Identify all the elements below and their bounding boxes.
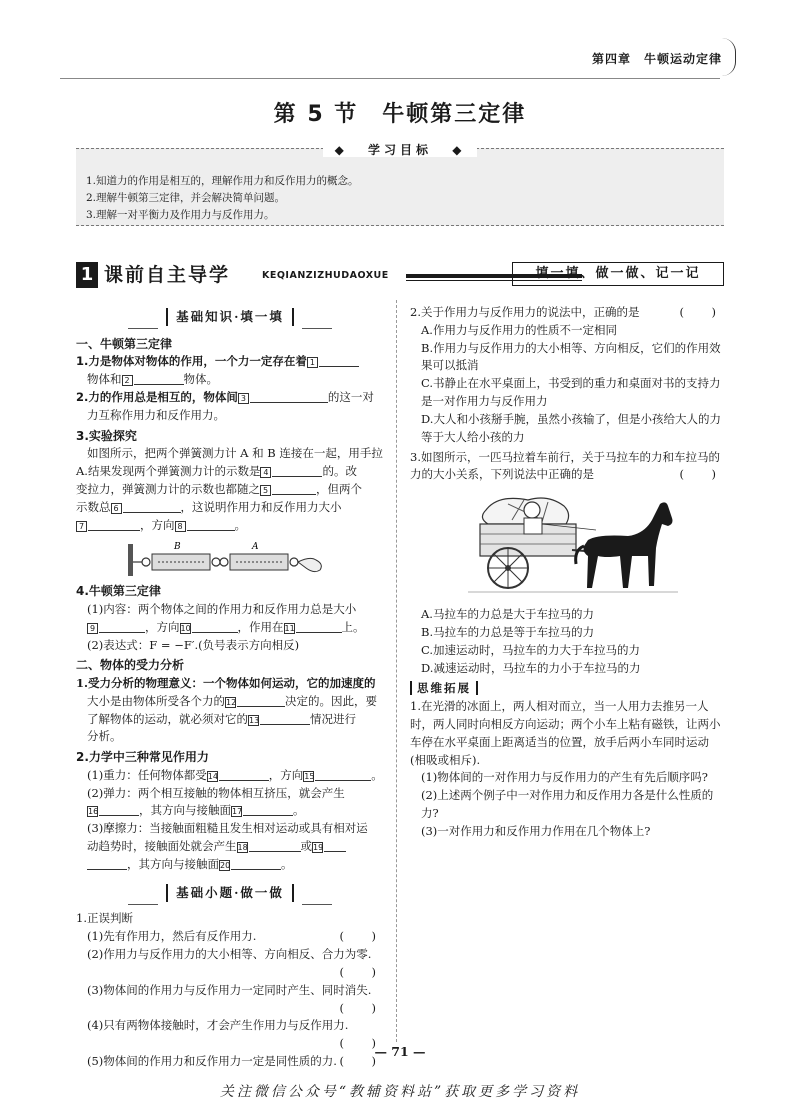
answer-paren[interactable]: ( ) xyxy=(339,1036,384,1051)
heading-third-law: 4.牛顿第三定律 xyxy=(76,584,161,599)
right-column xyxy=(410,304,724,841)
extension-sub: (2)上述两个例子中一对作用力和反作用力各是什么性质的力? xyxy=(421,788,714,821)
answer-blank[interactable] xyxy=(134,373,184,385)
answer-blank[interactable] xyxy=(99,804,139,816)
section-slogan: 填一填、做一做、记一记 xyxy=(512,262,724,286)
answer-paren[interactable]: ( ) xyxy=(679,467,724,482)
option: A.作用力与反作用力的性质不一定相同 xyxy=(421,322,617,337)
extension-sub: (3)一对作用力和反作用力作用在几个物体上? xyxy=(421,823,651,838)
blank-number: 9 xyxy=(87,623,98,634)
extension-question: 1.在光滑的冰面上，两人相对而立，当一人用力去推另一人时，两人同时向相反方向运动；两个小车上粘有磁铁，让两小车停在水平桌面上距离适当的位置，放手后两小车同时运动(相吸或相斥). xyxy=(410,699,721,767)
answer-blank[interactable] xyxy=(243,804,293,816)
blank-number: 18 xyxy=(237,843,248,853)
answer-paren[interactable]: ( ) xyxy=(339,929,384,944)
answer-paren[interactable]: ( ) xyxy=(679,305,724,319)
heading-force-analysis: 二、物体的受力分析 xyxy=(76,658,185,673)
gravity-line: (1)重力：任何物体都受14 ，方向15 。 xyxy=(87,767,383,782)
footer-note: 关注微信公众号“教辅资料站”获取更多学习资料 xyxy=(219,1084,581,1100)
left-column xyxy=(76,304,384,1071)
friction-line: ，其方向与接触面20 。 xyxy=(76,856,384,874)
experiment-text: 7 ，方向 8 。 xyxy=(76,517,384,535)
thinking-extension-tag: 思维拓展 xyxy=(410,681,478,695)
answer-blank[interactable] xyxy=(319,355,359,367)
column-divider xyxy=(396,300,397,1042)
section-banner xyxy=(76,262,724,288)
answer-paren[interactable]: ( ) xyxy=(339,964,384,979)
chapter-header: 第四章 牛顿运动定律 xyxy=(591,52,722,66)
goal-item: 1.知道力的作用是相互的，理解作用力和反作用力的概念。 xyxy=(86,175,359,187)
option: C.加速运动时，马拉车的力大于车拉马的力 xyxy=(421,642,641,657)
experiment-text: 变拉力，弹簧测力计的示数也都随之 5 ，但两个 xyxy=(76,481,362,496)
answer-blank[interactable] xyxy=(123,501,181,513)
answer-blank[interactable] xyxy=(272,483,316,495)
spring-scale-diagram xyxy=(128,538,328,578)
tf-item: (5)物体间的作用力和反作用力一定是同性质的力. ( ) xyxy=(76,1053,384,1071)
option: C.书静止在水平桌面上，书受到的重力和桌面对书的支持力是一对作用力与反作用力 xyxy=(421,376,721,409)
label-b: B xyxy=(174,542,181,553)
goals-list xyxy=(86,173,359,224)
answer-blank[interactable] xyxy=(192,621,238,633)
question-2-cont: 力互称作用力和反作用力。 xyxy=(87,407,225,422)
law-content: 9 ，方向10 ，作用在11 上。 xyxy=(76,619,384,637)
option: A.马拉车的力总是大于车拉马的力 xyxy=(421,607,594,622)
horse xyxy=(584,503,673,589)
heading-common-forces: 2.力学中三种常见作用力 xyxy=(76,750,209,765)
law-content: (1)内容：两个物体之间的作用力和反作用力总是大小 xyxy=(87,601,357,616)
question-2: 2.力的作用总是相互的，物体间 3 的这一对 xyxy=(76,390,374,405)
basic-knowledge-banner: 基础知识·填一填 xyxy=(76,308,384,327)
goals-heading: ◆ 学习目标 ◆ xyxy=(76,141,724,160)
section-title: 课前自主导学 xyxy=(104,264,231,286)
basic-exercise-banner: 基础小题·做一做 xyxy=(76,884,384,903)
answer-blank[interactable] xyxy=(324,840,346,852)
answer-blank[interactable] xyxy=(219,769,269,781)
section-number: 1 xyxy=(76,262,98,288)
answer-blank[interactable] xyxy=(99,621,145,633)
option: D.减速运动时，马拉车的力小于车拉马的力 xyxy=(421,660,641,675)
experiment-text: 如图所示，把两个弹簧测力计 A 和 B 连接在一起，用手拉 xyxy=(87,446,383,461)
answer-blank[interactable] xyxy=(231,858,281,870)
friction-line: 动趋势时，接触面处就会产生18 或19 xyxy=(76,838,384,856)
answer-paren[interactable]: ( ) xyxy=(339,1000,384,1015)
true-false-heading: 1.正误判断 xyxy=(76,911,133,926)
blank-number: 1 xyxy=(307,357,318,368)
question-1: 1.力是物体对物体的作用，一个力一定存在着 1 xyxy=(76,353,384,371)
blank-number: 8 xyxy=(175,521,186,532)
blank-number: 20 xyxy=(220,860,231,870)
driver-body xyxy=(524,518,542,534)
answer-blank[interactable] xyxy=(237,695,285,707)
tf-item: (3)物体间的作用力与反作用力一定同时产生、同时消失. ( ) xyxy=(76,982,384,1018)
blank-number: 11 xyxy=(284,623,295,633)
horse-cart-figure xyxy=(468,490,678,602)
driver-head xyxy=(524,502,540,518)
horse-tail xyxy=(576,546,584,564)
blank-number: 6 xyxy=(111,503,122,514)
spring-scale-figure xyxy=(128,538,328,578)
friction-line: (3)摩擦力：当接触面粗糙且发生相对运动或具有相对运 xyxy=(87,821,368,836)
horse-cart-illustration xyxy=(468,490,678,602)
tf-item: (2)作用力与反作用力的大小相等、方向相反、合力为零. ( ) xyxy=(76,946,384,982)
blank-number: 10 xyxy=(180,623,191,633)
arrow-right-icon: ◆ xyxy=(446,143,471,157)
blank-number: 17 xyxy=(232,807,243,817)
tf-item: (4)只有两物体接触时，才会产生作用力与反作用力. ( ) xyxy=(76,1017,384,1053)
heading-experiment: 3.实验探究 xyxy=(76,428,137,443)
question-3-mc: 3.如图所示，一匹马拉着车前行，关于马拉车的力和车拉马的力的大小关系，下列说法中正确的是 ( ) xyxy=(410,449,724,485)
question-5-cont: 大小是由物体所受各个力的12 决定的。因此，要 xyxy=(87,693,377,708)
page-title: 第 5 节 牛顿第三定律 xyxy=(273,102,527,127)
goal-item: 3.理解一对平衡力及作用力与反作用力。 xyxy=(86,209,275,221)
law-expression: (2)表达式：F = −F′.(负号表示方向相反) xyxy=(87,637,300,652)
blank-number: 12 xyxy=(226,697,237,707)
blank-number: 7 xyxy=(76,521,87,532)
goal-item: 2.理解牛顿第三定律，并会解决简单问题。 xyxy=(86,192,286,204)
blank-number: 2 xyxy=(122,375,133,386)
question-5: 1.受力分析的物理意义：一个物体如何运动，它的加速度的 xyxy=(76,675,376,690)
question-1-cont: 物体和 2 物体。 xyxy=(87,372,218,387)
section-pinyin: KEQIANZIZHUDAOXUE xyxy=(262,270,389,281)
answer-blank[interactable] xyxy=(250,391,328,403)
answer-blank[interactable] xyxy=(87,858,127,870)
arrow-left-icon: ◆ xyxy=(329,143,354,157)
question-2-mc: 2.关于作用力与反作用力的说法中，正确的是 ( ) xyxy=(410,304,724,322)
answer-blank[interactable] xyxy=(88,519,140,531)
chapter-bracket xyxy=(722,38,736,76)
extension-sub: (1)物体间的一对作用力与反作用力的产生有先后顺序吗? xyxy=(421,770,708,785)
blank-number: 14 xyxy=(207,771,218,781)
answer-paren[interactable]: ( ) xyxy=(339,1053,384,1068)
blank-number: 15 xyxy=(304,771,315,781)
answer-blank[interactable] xyxy=(249,840,301,852)
hand-icon xyxy=(298,559,321,572)
answer-blank[interactable] xyxy=(260,713,310,725)
header-rule xyxy=(60,78,720,79)
question-5-cont: 了解物体的运动，就必须对它的13 情况进行 xyxy=(87,711,356,726)
tf-item: (1)先有作用力，然后有反作用力. ( ) xyxy=(76,928,384,946)
wall xyxy=(128,544,133,576)
option: B.作用力与反作用力的大小相等、方向相反，它们的作用效果可以抵消 xyxy=(421,340,721,373)
elastic-line: (2)弹力：两个相互接触的物体相互挤压，就会产生 xyxy=(87,785,345,800)
spring-scale-a xyxy=(230,554,288,570)
experiment-text: A.结果发现两个弹簧测力计的示数是 4 的。改 xyxy=(76,464,357,479)
page-number: — 71 — xyxy=(374,1044,426,1059)
answer-blank[interactable] xyxy=(315,769,371,781)
question-5-cont: 分析。 xyxy=(87,729,122,744)
blank-number: 4 xyxy=(260,467,271,478)
option: D.大人和小孩掰手腕，虽然小孩输了，但是小孩给大人的力等于大人给小孩的力 xyxy=(421,411,721,444)
blank-number: 13 xyxy=(249,715,260,725)
blank-number: 5 xyxy=(260,485,271,496)
heading-newton-third-law: 一、牛顿第三定律 xyxy=(76,336,173,351)
experiment-text: 示数总 6 ，这说明作用力和反作用力大小 xyxy=(76,499,342,514)
elastic-line: 16 ，其方向与接触面17 。 xyxy=(88,803,305,818)
learning-goals xyxy=(76,143,724,226)
blank-number: 19 xyxy=(313,843,324,853)
answer-blank[interactable] xyxy=(187,519,235,531)
blank-number: 16 xyxy=(88,807,99,817)
option: B.马拉车的力总是等于车拉马的力 xyxy=(421,624,595,639)
answer-blank[interactable] xyxy=(272,465,322,477)
answer-blank[interactable] xyxy=(296,621,342,633)
blank-number: 3 xyxy=(238,393,249,404)
spring-scale-b xyxy=(152,554,210,570)
label-a: A xyxy=(252,542,259,553)
